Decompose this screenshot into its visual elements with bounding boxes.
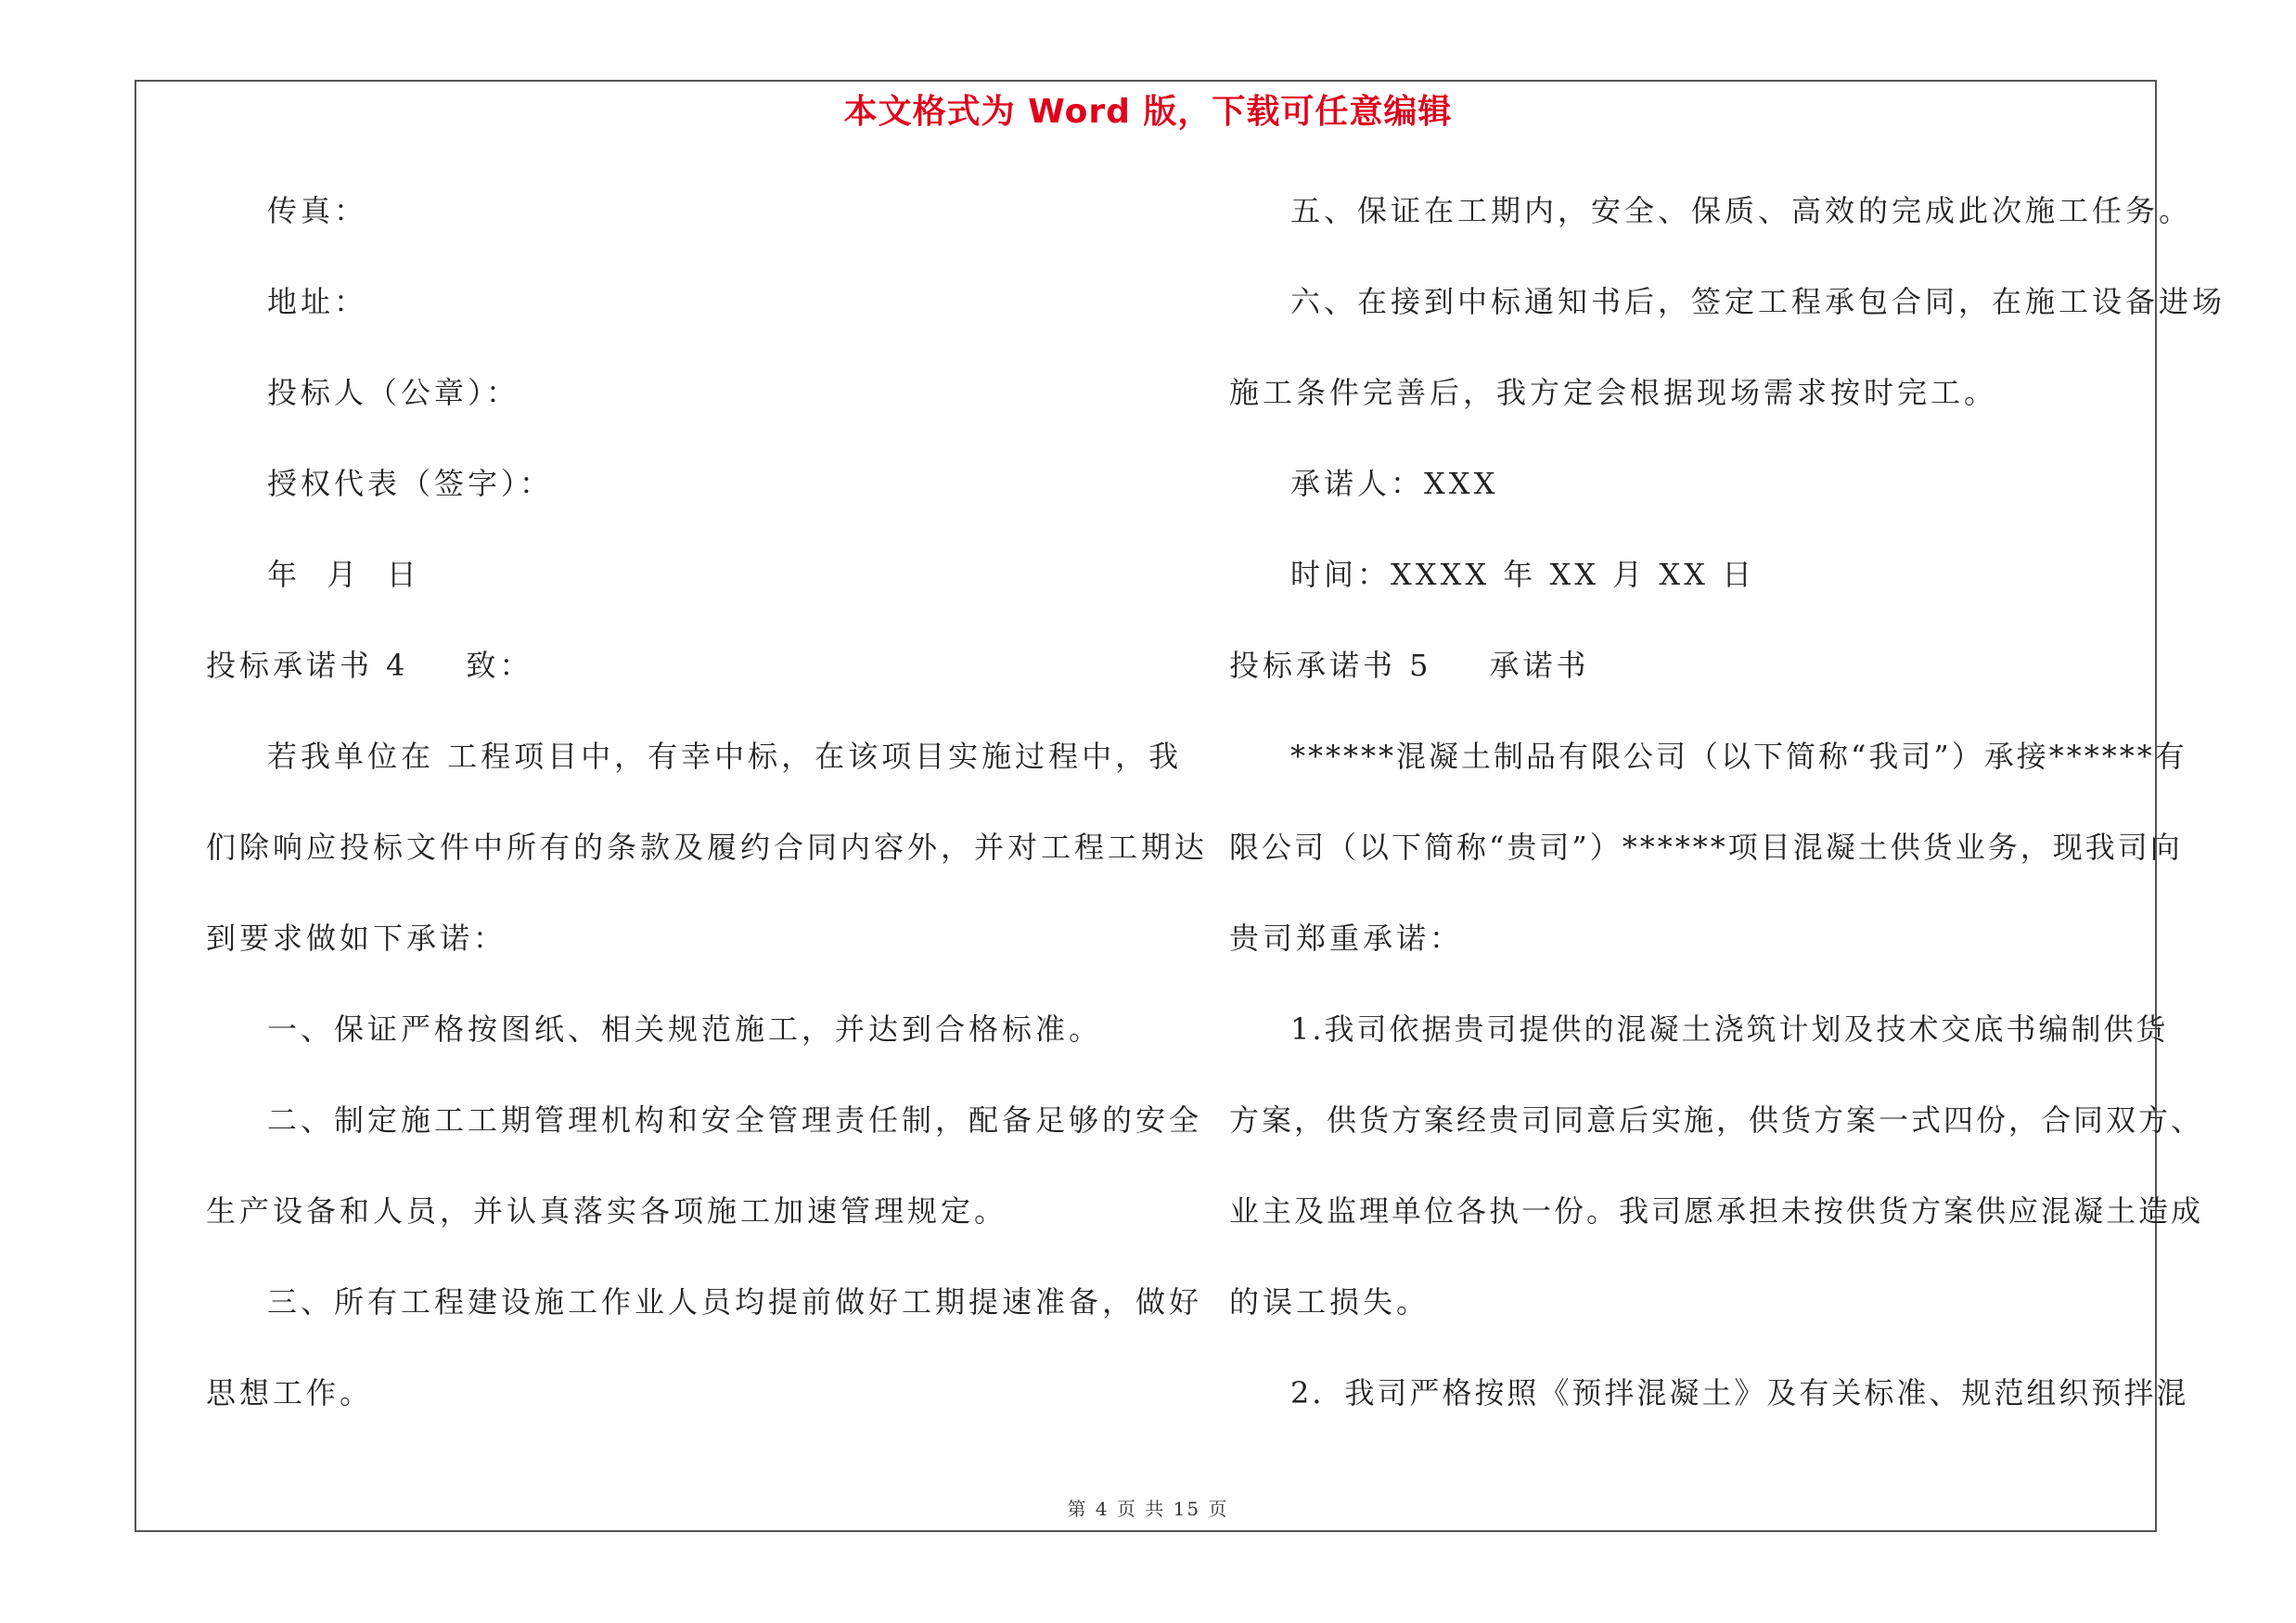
- commitment-item-1: 一、保证严格按图纸、相关规范施工，并达到合格标准。: [267, 1011, 1103, 1047]
- clause-1: 1.我司依据贵司提供的混凝土浇筑计划及技术交底书编制供货: [1290, 1011, 2169, 1047]
- address-label: 地址：: [267, 284, 368, 319]
- paragraph-line: 们除响应投标文件中所有的条款及履约合同内容外，并对工程工期达: [206, 830, 1209, 865]
- commitment-item-2-cont: 生产设备和人员，并认真落实各项施工加速管理规定。: [206, 1193, 1008, 1229]
- date-line: 年 月 日: [267, 557, 420, 592]
- commitment-item-3-cont: 思想工作。: [206, 1375, 374, 1410]
- bidder-seal-label: 投标人（公章）：: [267, 375, 520, 410]
- authorized-rep-label: 授权代表（签字）：: [267, 466, 554, 501]
- paragraph-line: 到要求做如下承诺：: [206, 921, 507, 956]
- section-title: 投标承诺书 4: [206, 648, 409, 683]
- paragraph-line: 贵司郑重承诺：: [1229, 921, 1464, 956]
- section-heading-5: [1229, 647, 1590, 684]
- paragraph-line: 限公司（以下简称“贵司”）******项目混凝土供货业务，现我司向: [1229, 830, 2183, 865]
- time-label: 时间：XXXX 年 XX 月 XX 日: [1290, 557, 1756, 592]
- addressee-label: 致：: [466, 648, 533, 683]
- clause-1-cont: 业主及监理单位各执一份。我司愿承担未按供货方案供应混凝土造成: [1229, 1193, 2204, 1229]
- promisor-label: 承诺人：XXX: [1290, 466, 1499, 501]
- format-banner: 本文格式为 Word 版，下载可任意编辑: [843, 93, 1453, 131]
- commitment-item-5: 五、保证在工期内，安全、保质、高效的完成此次施工任务。: [1290, 193, 2193, 228]
- commitment-item-2: 二、制定施工工期管理机构和安全管理责任制，配备足够的安全: [267, 1102, 1203, 1138]
- paragraph-line: 若我单位在 工程项目中，有幸中标，在该项目实施过程中，我: [267, 739, 1183, 774]
- clause-2: 2．我司严格按照《预拌混凝土》及有关标准、规范组织预拌混: [1290, 1375, 2189, 1410]
- commitment-item-6: 六、在接到中标通知书后，签定工程承包合同，在施工设备进场: [1290, 284, 2226, 319]
- section-heading-4: [206, 647, 533, 684]
- fax-label: 传真：: [267, 193, 368, 228]
- paragraph-line: ******混凝土制品有限公司（以下简称“我司”）承接******有: [1290, 739, 2187, 774]
- section-subtitle: 承诺书: [1489, 648, 1590, 683]
- page-number: 第 4 页 共 15 页: [1067, 1498, 1229, 1520]
- commitment-item-3: 三、所有工程建设施工作业人员均提前做好工期提速准备，做好: [267, 1284, 1203, 1320]
- clause-1-cont: 的误工损失。: [1229, 1284, 1430, 1320]
- clause-1-cont: 方案，供货方案经贵司同意后实施，供货方案一式四份，合同双方、: [1229, 1102, 2204, 1138]
- commitment-item-6-cont: 施工条件完善后，我方定会根据现场需求按时完工。: [1229, 375, 1998, 410]
- section-title: 投标承诺书 5: [1229, 648, 1432, 683]
